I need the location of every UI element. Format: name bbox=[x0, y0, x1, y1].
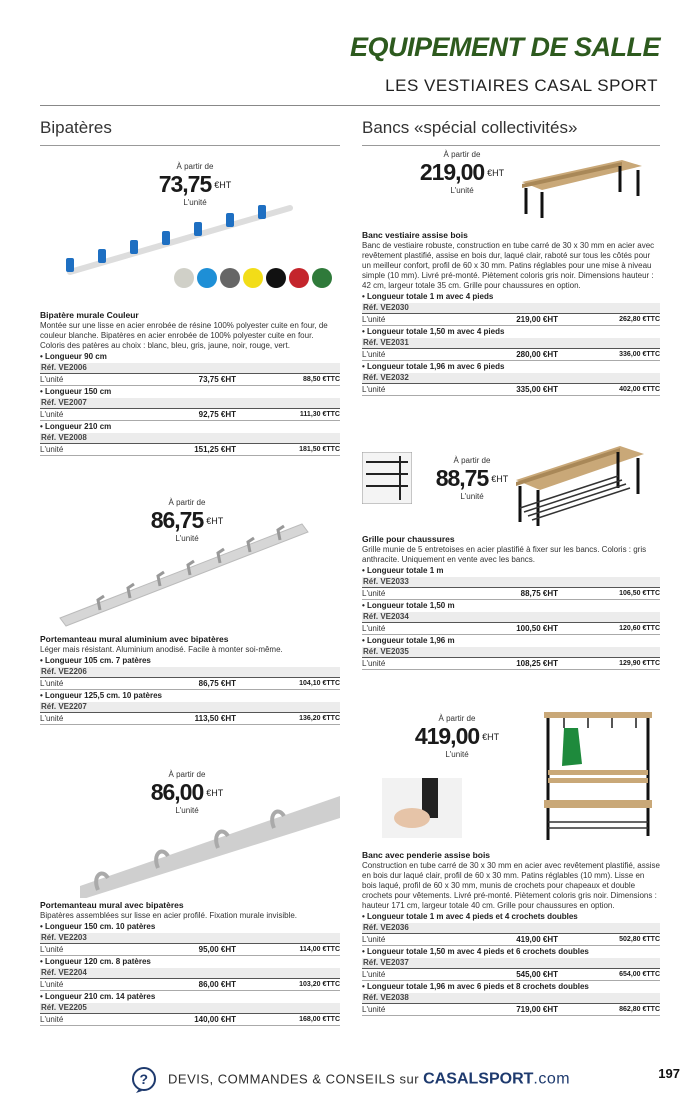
product-title: Grille pour chaussures bbox=[362, 534, 455, 544]
price-ttc: 862,80 €TTC bbox=[619, 1006, 660, 1013]
portemanteau-acier-image bbox=[40, 788, 340, 898]
unit-label: L'unité bbox=[362, 970, 386, 979]
unit-label: L'unité bbox=[40, 714, 64, 723]
price-ttc: 262,80 €TTC bbox=[619, 316, 660, 323]
ref-label: Réf. VE2008 bbox=[40, 433, 340, 445]
product-description: Construction en tube carré de 30 x 30 mm en acier avec revêtement plastifié, assise en bois dur laqué clair, profil de 60 x 30 mm. Patins réglables (10 mm). Lisse en bois laqué, profil de 60 x 30 mm, munis de crochets pour chapeaux et double crochets pour vêtements. Livré pré-monté. Piètement coloris gris noir. Dimensions : hauteur 171 cm, largeur totale 40 cm. Grille pour chaussures en option. bbox=[362, 861, 660, 910]
product-description: Montée sur une lisse en acier enrobée de résine 100% polyester cuite en four, de couleur blanche. Bipatères en acier enrobée de 100% polyester cuite en four. Coloris des patères au choix : blanc, bleu, gris, jaune, noir, rouge, vert. bbox=[40, 321, 328, 350]
price-ht: €HT bbox=[206, 515, 224, 526]
price-ttc: 111,30 €TTC bbox=[299, 411, 340, 418]
price-ttc: 502,80 €TTC bbox=[619, 936, 660, 943]
swatch-color[interactable] bbox=[243, 268, 263, 288]
banc-vestiaire-image bbox=[512, 152, 652, 222]
price-unit: L'unité bbox=[183, 198, 207, 207]
from-label: À partir de bbox=[168, 498, 206, 507]
option-label: • Longueur totale 1,96 m bbox=[362, 636, 455, 645]
page-subtitle: LES VESTIAIRES CASAL SPORT bbox=[385, 76, 658, 95]
price-ttc: 114,00 €TTC bbox=[299, 946, 340, 953]
price-ht: €HT bbox=[206, 787, 224, 798]
ref-label: Réf. VE2006 bbox=[40, 363, 340, 375]
product-title: Banc avec penderie assise bois bbox=[362, 850, 491, 860]
swatch-color[interactable] bbox=[220, 268, 240, 288]
unit-label: L'unité bbox=[40, 980, 64, 989]
swatch-color[interactable] bbox=[289, 268, 309, 288]
price-row bbox=[40, 713, 340, 725]
svg-text:?: ? bbox=[139, 1071, 149, 1087]
unit-label: L'unité bbox=[362, 385, 386, 394]
option-label: • Longueur 90 cm bbox=[40, 352, 107, 361]
product-description: Bipatères assemblées sur lisse en acier profilé. Fixation murale invisible. bbox=[40, 911, 297, 920]
ref-label: Réf. VE2007 bbox=[40, 398, 340, 410]
price-row bbox=[362, 658, 660, 670]
ref-label: Réf. VE2037 bbox=[362, 958, 660, 970]
ref-label: Réf. VE2036 bbox=[362, 923, 660, 935]
price-value: 86,00 bbox=[150, 779, 204, 805]
price-row bbox=[362, 934, 660, 946]
from-label: À partir de bbox=[176, 162, 214, 171]
product-description: Banc de vestiaire robuste, construction en tube carré de 30 x 30 mm en acier avec revêtement plastifié, assise en bois dur, laqué clair, raboté sur tous les côtés pour un meilleur confort, profil de 60 x 30 mm. Patins réglables pour une mise à niveau simple (10 mm). Livré pré-monté. Piètement coloris gris noir. Dimensions hauteur : 42 cm, largeur totale 35 cm. Grille pour chaussures en option. bbox=[362, 241, 655, 290]
price-row bbox=[40, 409, 340, 421]
ref-label: Réf. VE2034 bbox=[362, 612, 660, 624]
price-ht: 335,00 €HT bbox=[516, 385, 558, 394]
option-label: • Longueur totale 1,50 m bbox=[362, 601, 455, 610]
price-row bbox=[40, 374, 340, 386]
ref-label: Réf. VE2033 bbox=[362, 577, 660, 589]
product-portemanteau-acier bbox=[40, 900, 340, 1026]
price-row bbox=[362, 314, 660, 326]
price-ttc: 120,60 €TTC bbox=[619, 625, 660, 632]
ref-label: Réf. VE2206 bbox=[40, 667, 340, 679]
price-ttc: 654,00 €TTC bbox=[619, 971, 660, 978]
price-ttc: 106,50 €TTC bbox=[619, 590, 660, 597]
price-row bbox=[362, 969, 660, 981]
price-row bbox=[362, 384, 660, 396]
product-grille-chaussures bbox=[362, 534, 660, 670]
ref-label: Réf. VE2205 bbox=[40, 1003, 340, 1015]
price-ht: €HT bbox=[482, 731, 500, 742]
from-label: À partir de bbox=[443, 150, 481, 159]
option-label: • Longueur 150 cm. 10 patères bbox=[40, 922, 156, 931]
ref-label: Réf. VE2031 bbox=[362, 338, 660, 350]
unit-label: L'unité bbox=[40, 945, 64, 954]
product-title: Bipatère murale Couleur bbox=[40, 310, 139, 320]
page-footer bbox=[0, 1066, 700, 1094]
page-number: 197 bbox=[658, 1066, 680, 1081]
price-row bbox=[40, 678, 340, 690]
unit-label: L'unité bbox=[362, 659, 386, 668]
unit-label: L'unité bbox=[362, 350, 386, 359]
unit-label: L'unité bbox=[362, 315, 386, 324]
product-banc-penderie bbox=[362, 850, 660, 1016]
grille-chaussures-image bbox=[510, 440, 650, 530]
patin-detail-image bbox=[382, 778, 462, 838]
option-label: • Longueur totale 1 m avec 4 pieds bbox=[362, 292, 494, 301]
price-row bbox=[40, 944, 340, 956]
product-title: Portemanteau mural aluminium avec bipatères bbox=[40, 634, 229, 644]
product-title: Portemanteau mural avec bipatères bbox=[40, 900, 184, 910]
portemanteau-alu-image bbox=[40, 515, 340, 628]
price-ttc: 103,20 €TTC bbox=[299, 981, 340, 988]
price-row bbox=[362, 1004, 660, 1016]
price-ht: €HT bbox=[487, 167, 505, 178]
unit-label: L'unité bbox=[40, 1015, 64, 1024]
price-ht: 100,50 €HT bbox=[516, 624, 558, 633]
price-row bbox=[362, 349, 660, 361]
price-ht: 151,25 €HT bbox=[194, 445, 236, 454]
price-ht: 73,75 €HT bbox=[198, 375, 236, 384]
price-unit: L'unité bbox=[450, 186, 474, 195]
price-ttc: 181,50 €TTC bbox=[299, 446, 340, 453]
ref-label: Réf. VE2035 bbox=[362, 647, 660, 659]
banc-penderie-image bbox=[538, 704, 658, 844]
option-label: • Longueur 125,5 cm. 10 patères bbox=[40, 691, 162, 700]
product-bipatere-couleur bbox=[40, 310, 340, 456]
option-label: • Longueur 150 cm bbox=[40, 387, 112, 396]
swatch-color[interactable] bbox=[266, 268, 286, 288]
price-ht: 88,75 €HT bbox=[520, 589, 558, 598]
price-ttc: 136,20 €TTC bbox=[299, 715, 340, 722]
price-ttc: 88,50 €TTC bbox=[303, 376, 340, 383]
option-label: • Longueur 120 cm. 8 patères bbox=[40, 957, 151, 966]
option-label: • Longueur 210 cm bbox=[40, 422, 112, 431]
unit-label: L'unité bbox=[362, 1005, 386, 1014]
price-ttc: 129,90 €TTC bbox=[619, 660, 660, 667]
product-description: Léger mais résistant. Aluminium anodisé. Facile à monter soi-même. bbox=[40, 645, 283, 654]
question-chat-icon bbox=[130, 1066, 158, 1094]
unit-label: L'unité bbox=[362, 935, 386, 944]
ref-label: Réf. VE2207 bbox=[40, 702, 340, 714]
ref-label: Réf. VE2030 bbox=[362, 303, 660, 315]
price-value: 86,75 bbox=[150, 507, 204, 533]
header-divider bbox=[40, 105, 660, 106]
left-column bbox=[40, 118, 340, 1058]
page-title: EQUIPEMENT DE SALLE bbox=[349, 32, 660, 62]
option-label: • Longueur totale 1 m avec 4 pieds et 4 crochets doubles bbox=[362, 912, 578, 921]
price-box-banc-vestiaire bbox=[402, 150, 522, 195]
price-ht: 92,75 €HT bbox=[198, 410, 236, 419]
price-ht: 86,75 €HT bbox=[198, 679, 236, 688]
price-row bbox=[40, 1014, 340, 1026]
price-row bbox=[40, 979, 340, 991]
unit-label: L'unité bbox=[40, 445, 64, 454]
unit-label: L'unité bbox=[362, 624, 386, 633]
color-swatches bbox=[174, 268, 332, 288]
price-ttc: 402,00 €TTC bbox=[619, 386, 660, 393]
ref-label: Réf. VE2204 bbox=[40, 968, 340, 980]
price-unit: L'unité bbox=[175, 534, 199, 543]
right-column bbox=[362, 118, 660, 1058]
price-unit: L'unité bbox=[175, 806, 199, 815]
product-portemanteau-alu bbox=[40, 634, 340, 725]
option-label: • Longueur 105 cm. 7 patères bbox=[40, 656, 151, 665]
price-unit: L'unité bbox=[445, 750, 469, 759]
price-ht: 219,00 €HT bbox=[516, 315, 558, 324]
price-ht: 86,00 €HT bbox=[198, 980, 236, 989]
unit-label: L'unité bbox=[362, 589, 386, 598]
price-ht: 95,00 €HT bbox=[198, 945, 236, 954]
price-ttc: 104,10 €TTC bbox=[299, 680, 340, 687]
option-label: • Longueur totale 1,50 m avec 4 pieds bbox=[362, 327, 505, 336]
price-box-banc-penderie bbox=[392, 714, 522, 759]
price-unit: L'unité bbox=[460, 492, 484, 501]
price-ht: €HT bbox=[491, 473, 509, 484]
unit-label: L'unité bbox=[40, 679, 64, 688]
option-label: • Longueur totale 1,96 m avec 6 pieds bbox=[362, 362, 505, 371]
price-ht: 108,25 €HT bbox=[516, 659, 558, 668]
swatch-color[interactable] bbox=[312, 268, 332, 288]
price-ht: 113,50 €HT bbox=[194, 714, 236, 723]
price-ht: 719,00 €HT bbox=[516, 1005, 558, 1014]
price-ht: €HT bbox=[214, 179, 232, 190]
price-row bbox=[362, 588, 660, 600]
from-label: À partir de bbox=[453, 456, 491, 465]
ref-label: Réf. VE2038 bbox=[362, 993, 660, 1005]
grille-detail-image bbox=[362, 452, 412, 504]
option-label: • Longueur totale 1 m bbox=[362, 566, 444, 575]
from-label: À partir de bbox=[438, 714, 476, 723]
option-label: • Longueur totale 1,96 m avec 6 pieds et 8 crochets doubles bbox=[362, 982, 589, 991]
option-label: • Longueur 210 cm. 14 patères bbox=[40, 992, 156, 1001]
unit-label: L'unité bbox=[40, 375, 64, 384]
footer-text: DEVIS, COMMANDES & CONSEILS sur bbox=[168, 1071, 420, 1087]
product-description: Grille munie de 5 entretoises en acier plastifié à fixer sur les bancs. Coloris : gris anthracite. Uniquement en vente avec les bancs. bbox=[362, 545, 647, 564]
price-value: 419,00 bbox=[414, 723, 480, 749]
swatch-color[interactable] bbox=[197, 268, 217, 288]
product-title: Banc vestiaire assise bois bbox=[362, 230, 468, 240]
unit-label: L'unité bbox=[40, 410, 64, 419]
footer-brand-link[interactable]: CASALSPORT bbox=[423, 1070, 534, 1088]
footer-domain[interactable]: .com bbox=[533, 1070, 571, 1088]
price-row bbox=[362, 623, 660, 635]
price-value: 88,75 bbox=[435, 465, 489, 491]
price-ttc: 168,00 €TTC bbox=[299, 1016, 340, 1023]
ref-label: Réf. VE2203 bbox=[40, 933, 340, 945]
option-label: • Longueur totale 1,50 m avec 4 pieds et 6 crochets doubles bbox=[362, 947, 589, 956]
price-value: 219,00 bbox=[419, 159, 485, 185]
swatch-color[interactable] bbox=[174, 268, 194, 288]
price-row bbox=[40, 444, 340, 456]
price-ht: 280,00 €HT bbox=[516, 350, 558, 359]
price-ttc: 336,00 €TTC bbox=[619, 351, 660, 358]
price-ht: 140,00 €HT bbox=[194, 1015, 236, 1024]
price-ht: 545,00 €HT bbox=[516, 970, 558, 979]
section-title-bancs: Bancs «spécial collectivités» bbox=[362, 118, 660, 146]
from-label: À partir de bbox=[168, 770, 206, 779]
section-title-bipateres: Bipatères bbox=[40, 118, 340, 146]
ref-label: Réf. VE2032 bbox=[362, 373, 660, 385]
price-ht: 419,00 €HT bbox=[516, 935, 558, 944]
product-banc-vestiaire bbox=[362, 230, 660, 396]
price-value: 73,75 bbox=[158, 171, 212, 197]
